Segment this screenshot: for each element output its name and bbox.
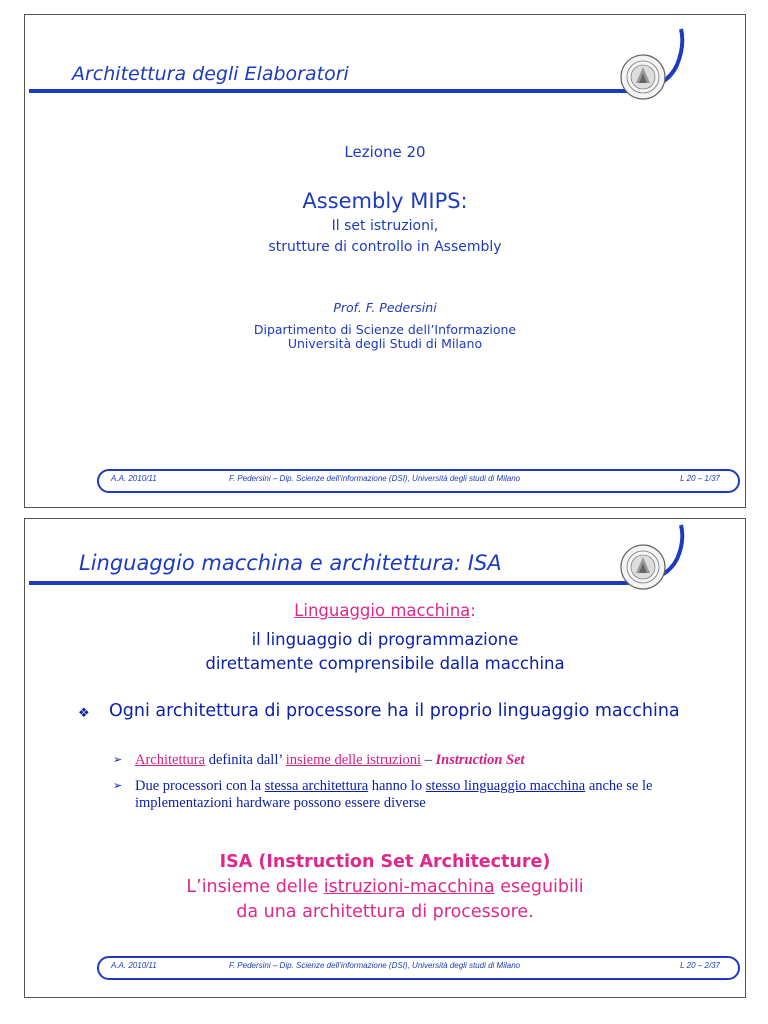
footer-credit: F. Pedersini – Dip. Scienze dell’informazione (DSI), Università degli studi di Milano (229, 961, 521, 970)
footer-year: A.A. 2010/11 (111, 961, 157, 970)
header-title: Architettura degli Elaboratori (72, 63, 349, 85)
lecture-number: Lezione 20 (344, 143, 426, 161)
sub-bullet-1 (113, 752, 683, 769)
header-title: Linguaggio macchina e architettura: ISA (79, 551, 502, 575)
slide-title: Assembly MIPS: (302, 189, 468, 213)
sub2-pre-text: Due processori con la (135, 778, 265, 794)
footer-bar (97, 469, 740, 493)
isa-title: ISA (Instruction Set Architecture) (219, 852, 551, 872)
footer-page: L 20 – 1/37 (680, 474, 720, 483)
university: Università degli Studi di Milano (287, 336, 483, 351)
footer-bar (97, 956, 740, 980)
term-instruction-set: insieme delle istruzioni (285, 752, 422, 768)
definition-line-2: il linguaggio di programmazione (251, 630, 519, 649)
isa-line-3: da una architettura di processore. (236, 902, 534, 922)
sub1-mid-text: definita dall’ (205, 752, 286, 768)
slide-1 (24, 14, 746, 508)
main-bullet-text: Ogni architettura di processore ha il proprio linguaggio macchina (109, 701, 680, 721)
term-machine-instructions: istruzioni-macchina (323, 877, 495, 897)
sub-bullet-2 (113, 778, 683, 812)
author: Prof. F. Pedersini (333, 300, 437, 315)
footer-year: A.A. 2010/11 (111, 474, 157, 483)
department: Dipartimento di Scienze dell’Informazione (253, 322, 517, 337)
arrow-bullet-icon: ➢ (113, 780, 123, 792)
isa-line2-pre: L’insieme delle (186, 877, 324, 897)
main-bullet (78, 700, 681, 723)
sub1-dash: – (421, 752, 436, 768)
subtitle-line-2: strutture di controllo in Assembly (268, 239, 502, 255)
sub2-post-text: anche se le implementazioni hardware possono essere diverse (135, 778, 653, 811)
definition-term-text: Linguaggio macchina (294, 601, 471, 620)
slide-2 (24, 518, 746, 998)
term-same-language: stesso linguaggio macchina (425, 778, 586, 794)
subtitle-line-1: Il set istruzioni, (331, 218, 439, 234)
term-architettura: Architettura (135, 752, 206, 768)
university-seal-logo (619, 543, 667, 591)
arrow-bullet-icon: ➢ (113, 754, 123, 766)
isa-line2-post: eseguibili (494, 877, 584, 897)
isa-line-2 (25, 877, 745, 897)
footer-page: L 20 – 2/37 (680, 961, 720, 970)
diamond-bullet-icon: ❖ (78, 706, 90, 721)
definition-term (25, 601, 745, 620)
definition-colon: : (470, 601, 476, 620)
instruction-set-emphasis: Instruction Set (435, 752, 525, 768)
term-same-architecture: stessa architettura (264, 778, 369, 794)
sub2-mid-text: hanno lo (368, 778, 426, 794)
university-seal-logo (619, 53, 667, 101)
definition-line-3: direttamente comprensibile dalla macchina (205, 654, 565, 673)
footer-credit: F. Pedersini – Dip. Scienze dell’informazione (DSI), Università degli studi di Milano (229, 474, 521, 483)
